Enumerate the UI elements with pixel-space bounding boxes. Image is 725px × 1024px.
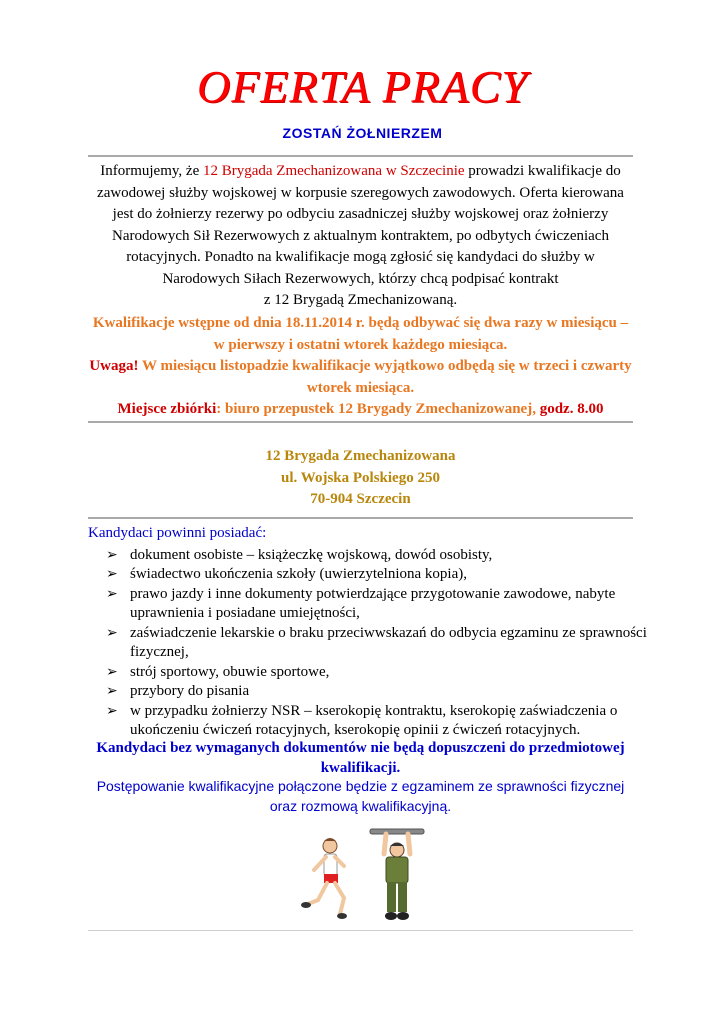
schedule-block	[88, 313, 633, 421]
notice	[88, 356, 633, 399]
list-item	[106, 546, 648, 566]
divider	[88, 421, 633, 423]
requirements-section	[88, 524, 648, 741]
meeting-place-text: : biuro przepustek 12 Brygady Zmechanizowanej,	[216, 401, 540, 417]
unit-name: 12 Brygada Zmechanizowana w Szczecinie	[202, 163, 465, 179]
schedule-line-2: w pierwszy i ostatni wtorek każdego miesiąca.	[213, 336, 508, 353]
list-item-text: prawo jazdy i inne dokumenty potwierdzające przygotowanie zawodowe, nabyte uprawnienia i posiadane umiejętności,	[130, 585, 616, 621]
list-item	[106, 585, 648, 624]
notice-label: Uwaga!	[89, 358, 139, 374]
arrow-bullet-icon: ➢	[106, 684, 118, 699]
list-item-text: świadectwo ukończenia szkoły (uwierzytelniona kopia),	[130, 566, 467, 582]
list-item-text: strój sportowy, obuwie sportowe,	[130, 663, 330, 680]
arrow-bullet-icon: ➢	[106, 586, 118, 602]
list-item-text: zaświadczenie lekarskie o braku przeciwwskazań do odbycia egzaminu ze sprawności fizycznej,	[130, 624, 647, 660]
list-item	[106, 682, 648, 702]
soldier-pullup-icon	[370, 829, 424, 920]
arrow-bullet-icon: ➢	[106, 664, 118, 680]
meeting-place	[88, 399, 633, 421]
intro-text-start: Informujemy, że	[100, 163, 203, 179]
list-item	[106, 624, 648, 663]
page-title: OFERTA PRACY	[196, 61, 528, 112]
arrow-bullet-icon: ➢	[106, 703, 118, 719]
list-item	[106, 565, 648, 585]
process-note: Postępowanie kwalifikacyjne połączone będzie z egzaminem ze sprawności fizycznej oraz rozmową kwalifikacyjną.	[96, 778, 625, 814]
list-item	[106, 663, 648, 683]
meeting-time: godz. 8.00	[539, 401, 604, 417]
illustration	[300, 826, 440, 926]
notice-text: W miesiącu listopadzie kwalifikacje wyjątkowo odbędą się w trzeci i czwarty wtorek miesiąca.	[138, 358, 632, 396]
address-line-2: ul. Wojska Polskiego 250	[281, 469, 440, 486]
address-line-3: 70-904 Szczecin	[310, 491, 411, 507]
requirements-list	[88, 546, 648, 741]
address-block	[88, 446, 633, 511]
list-item-text: w przypadku żołnierzy NSR – kserokopię kontraktu, kserokopię zaświadczenia o ukończeniu ćwiczeń rotacyjnych, kserokopię opinii z ćwiczeń rotacyjnych.	[130, 702, 618, 738]
intro-last-line: z 12 Brygadą Zmechanizowaną.	[263, 292, 458, 308]
meeting-place-label: Miejsce zbiórki	[117, 401, 217, 417]
page-subtitle: ZOSTAŃ ŻOŁNIERZEM	[282, 125, 443, 141]
arrow-bullet-icon: ➢	[106, 547, 118, 563]
intro-paragraph	[88, 161, 633, 312]
divider	[88, 155, 633, 157]
list-item-text: przybory do pisania	[130, 683, 250, 699]
runner-icon	[301, 838, 347, 919]
intro-text-rest: prowadzi kwalifikacje do zawodowej służby wojskowej w korpusie szeregowych zawodowych. Oferta kierowana jest do żołnierzy rezerwy po odbyciu zasadniczej służby wojskowej oraz żołnierzy Narodowych Sił Rezerwowych z aktualnym kontraktem, po odbytych ćwiczeniach rotacyjnych. Ponadto na kwalifikacje mogą zgłosić się kandydaci do służby w Narodowych Siłach Rezerwowych, którzy chcą podpisać kontrakt	[97, 163, 624, 287]
list-item-text: dokument osobiste – książeczkę wojskową, dowód osobisty,	[130, 546, 493, 563]
address-line-1: 12 Brygada Zmechanizowana	[265, 448, 456, 464]
requirements-heading: Kandydaci powinni posiadać:	[88, 525, 267, 541]
arrow-bullet-icon: ➢	[106, 567, 118, 582]
arrow-bullet-icon: ➢	[106, 625, 118, 641]
list-item	[106, 702, 648, 741]
divider	[88, 930, 633, 931]
divider	[88, 517, 633, 519]
documents-warning: Kandydaci bez wymaganych dokumentów nie będą dopuszczeni do przedmiotowej kwalifikacji.	[96, 740, 625, 776]
schedule-line-1: Kwalifikacje wstępne od dnia 18.11.2014 r. będą odbywać się dwa razy w miesiącu –	[92, 315, 629, 331]
